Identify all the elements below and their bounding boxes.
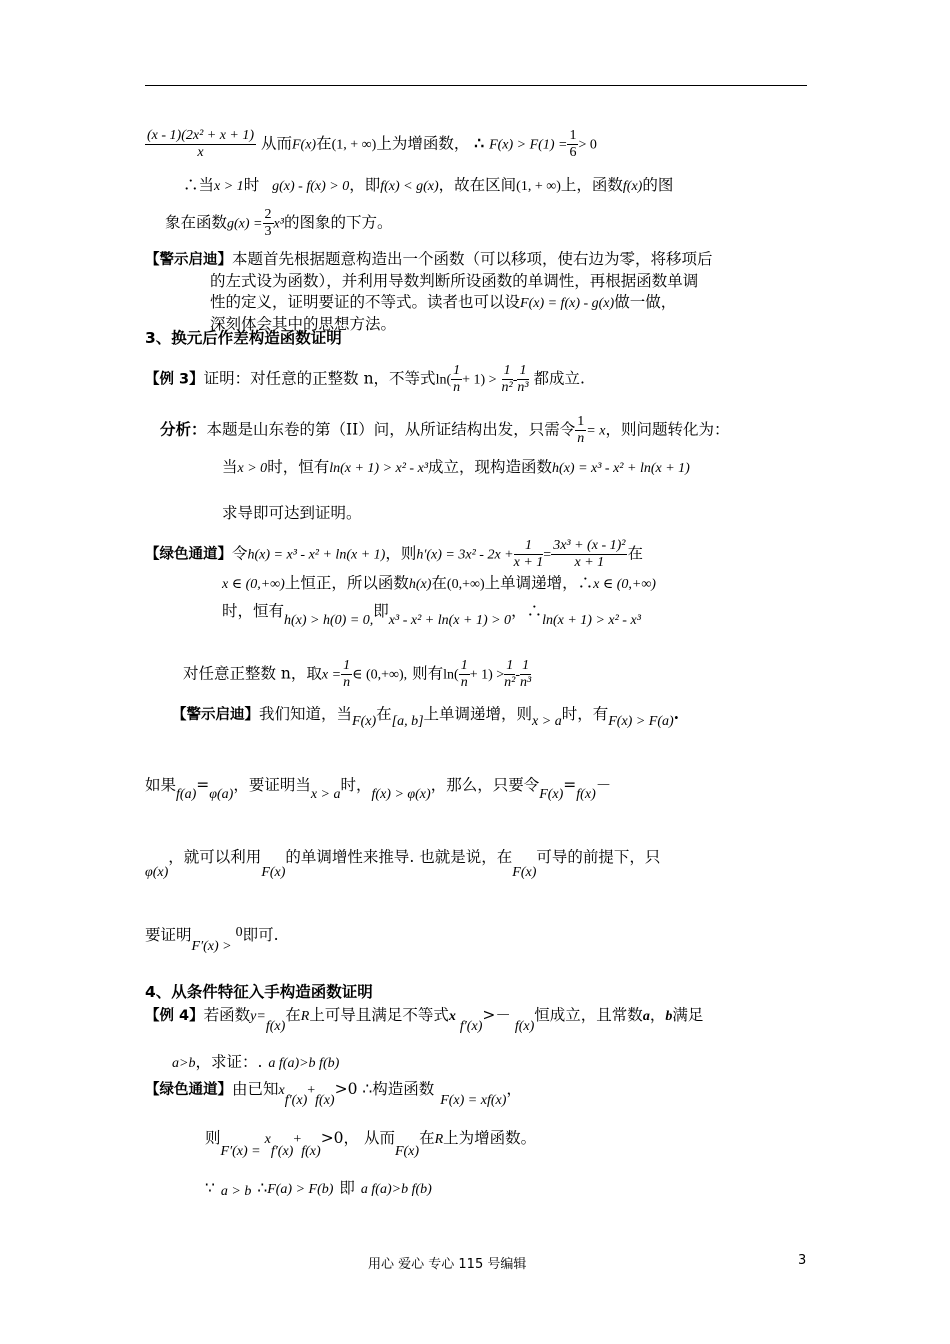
fraction: $\frac{\text{3x³ + (x - 1)²}}{x + 1}$	[553, 538, 626, 571]
green-channel-4-line-3: ∵ a > b ∴F(a) > F(b) 即 a f(a)>b f(b)	[205, 1179, 432, 1199]
analysis-line-1: 分析：本题是山东卷的第（II）问，从所证结构出发，只需令 $\frac{1}{n}$ = x，则问题转化为：	[160, 414, 730, 447]
section-heading-4: 4、从条件特征入手构造函数证明	[145, 983, 373, 1001]
page-number: 3	[798, 1253, 807, 1268]
header-rule	[145, 85, 807, 86]
warning-tag: 【警示启迪】	[145, 252, 232, 268]
fraction: $\frac{1}{\text{n³}}$	[520, 658, 532, 691]
green-channel-3-line-4: 对任意正整数 n，取x = $\frac{1}{n}$ ∈ (0,+∞), 则有ln( $\frac{1}{n}$ + 1) > $\frac{1}{\text{n²}}$ - $\frac{1}{\text{n³}}$	[183, 658, 532, 691]
fraction: $\frac{\text{(x - 1)(2x² + x + 1)}}{x}$	[147, 128, 255, 161]
fraction: $\frac{1}{x + 1}$	[513, 538, 544, 571]
fraction: $\frac{1}{\text{n²}}$	[501, 363, 513, 396]
page-footer: 用心 爱心 专心 115 号编辑	[368, 1257, 527, 1272]
analysis-line-2: 当x > 0时，恒有ln(x + 1) > x² - x³成立，现构造函数h(x) = x³ - x² + ln(x + 1)	[222, 458, 690, 476]
example-4-line-2: a>b，求证：. a f(a)>b f(b)	[172, 1053, 340, 1071]
green-channel-4-line-2: 则F′(x) =xf′(x)+f(x)>0， 从而F(x)在R上为增函数。	[205, 1129, 537, 1159]
green-channel-3-line-2: x ∈ (0,+∞)上恒正，所以函数h(x)在(0,+∞)上单调递增，∴x ∈ (0,+∞)	[222, 574, 656, 592]
fraction: $\frac{1}{n}$	[577, 414, 585, 447]
conclusion-line-3: 象在函数g(x) = $\frac{2}{3}$ x³的图象的下方。	[165, 207, 393, 240]
warning-2-line-1: 【警示启迪】我们知道，当F(x)在[a, b]上单调递增，则x > a时，有F(x) > F(a).	[172, 704, 680, 729]
fraction: $\frac{1}{6}$	[569, 128, 577, 161]
conclusion-line-2: ∴当x > 1时 g(x) - f(x) > 0，即f(x) < g(x)，故在区间(1, + ∞)上，函数f(x)的图	[183, 176, 674, 194]
conclusion-line: $\frac{\text{(x - 1)(2x² + x + 1)}}{x}$ 从而F(x)在(1, + ∞)上为增函数， ∴ F(x) > F(1) = $\frac{1}{6}$ > 0	[147, 128, 597, 161]
warning-2-line-2: 如果f(a)=φ(a)，要证明当x > a时，f(x) > φ(x)，那么，只要令F(x)=f(x)－	[145, 776, 612, 802]
example-3: 【例 3】证明：对任意的正整数 n，不等式ln( $\frac{1}{n}$ + 1) > $\frac{1}{\text{n²}}$ - $\frac{1}{\text{n³}}$ 都成立.	[145, 363, 585, 396]
example-4-line-1: 【例 4】若函数y=f(x)在R上可导且满足不等式xf′(x)>－f(x)恒成立，且常数a，b满足	[145, 1006, 704, 1034]
analysis-line-3: 求导即可达到证明。	[222, 504, 362, 522]
green-channel-4-line-1: 【绿色通道】由已知xf′(x)+f(x)>0 ∴构造函数F(x) = xf(x)，	[145, 1080, 522, 1108]
fraction: $\frac{1}{n}$	[453, 363, 461, 396]
green-channel-3-line-3: 时，恒有h(x) > h(0) = 0,即x³ - x² + ln(x + 1) > 0，∴ln(x + 1) > x² - x³	[222, 602, 641, 628]
warning-paragraph-1: 【警示启迪】本题首先根据题意构造出一个函数（可以移项，使右边为零，将移项后 的左式设为函数），并利用导数判断所设函数的单调性，再根据函数单调 性的定义，证明要证的不等式。读者也可以设F(x) = f(x) - g(x)做一做， 深刻体会其中的思想方法。	[145, 250, 713, 333]
fraction: $\frac{1}{\text{n³}}$	[517, 363, 529, 396]
fraction: $\frac{1}{\text{n²}}$	[504, 658, 516, 691]
warning-2-line-4: 要证明F′(x) >0即可.	[145, 925, 279, 954]
warning-2-line-3: φ(x)，就可以利用F(x)的单调增性来推导. 也就是说，在F(x)可导的前提下，只	[145, 848, 661, 880]
section-heading-3: 3、换元后作差构造函数证明	[145, 329, 342, 347]
fraction: $\frac{1}{n}$	[343, 658, 351, 691]
fraction: $\frac{2}{3}$	[264, 207, 272, 240]
fraction: $\frac{1}{n}$	[460, 658, 468, 691]
green-channel-3-line-1: 【绿色通道】令h(x) = x³ - x² + ln(x + 1)，则h′(x) = 3x² - 2x + $\frac{1}{x + 1}$ = $\frac{\text{3x³ + (x - 1)²}}{x + 1}$ 在	[145, 538, 643, 571]
